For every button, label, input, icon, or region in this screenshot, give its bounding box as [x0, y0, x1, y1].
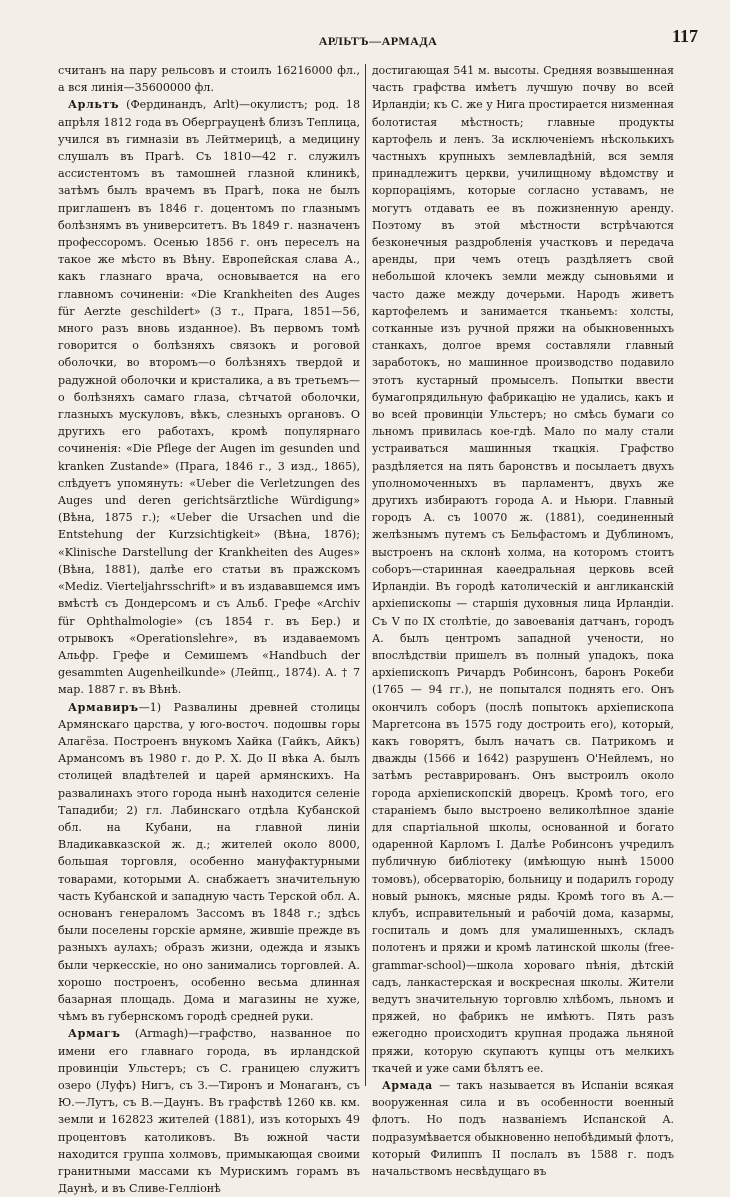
continuation-text: достигающая 541 м. высоты. Средняя возвышенная часть графства имѣетъ лучшую почву во всей Ирландіи; къ С. же у Нига простирается низменная болотистая мѣстность; главные продукты картофель и ленъ. За исключеніемъ нѣсколькихъ частныхъ крупныхъ землевладѣній, вся земля принадлежитъ церкви, училищному вѣдомству и корпораціямъ, которые согласно уставамъ, не могутъ отдавать ее въ пожизненную аренду. Поэтому въ этой мѣстности встрѣчаются безконечныя раздробленія участковъ и передача аренды, при чемъ отецъ раздѣляетъ свой небольшой клочекъ земли между сыновьями и часто даже между дочерьми. Народъ живетъ картофелемъ и занимается тканьемъ: холсты, сотканные изъ ручной пряжи на обыкновенныхъ станкахъ, долгое время составляли главный заработокъ, но машинное производство подавило этотъ кустарный промыселъ. Попытки ввести бумагопрядильную фабрикацію не удались, какъ и во всей провинціи Ульстеръ; но смѣсь бумаги со льномъ привилась кое-гдѣ. Мало по малу стали устраиваться машинныя ткацкія. Графство раздѣляется на пять баронствъ и посылаетъ двухъ уполномоченныхъ въ парламентъ, двухъ же другихъ избираютъ города А. и Ньюри. Главный городъ А. съ 10070 ж. (1881), соединенный желѣзнымъ путемъ съ Бельфастомъ и Дублиномъ, выстроенъ на склонѣ холма, на которомъ стоитъ соборъ—старинная каѳедральная церковь всей Ирландіи. Въ городѣ католическій и англиканскій архіепископы — старшія духовныя лица Ирландіи. Съ V по IX столѣтіе, до завоеванія датчанъ, городъ А. былъ центромъ западной учености, но впослѣдствіи пришелъ въ полный упадокъ, пока архіепископъ Ричардъ Робинсонъ, баронъ Рокеби (1765 — 94 гг.), не попытался поднять его. Онъ окончилъ соборъ (послѣ попытокъ архіепископа Маргетсона въ 1575 году достроить его), который, какъ говорятъ, былъ начатъ св. Патрикомъ и дважды (1566 и 1642) разрушенъ О'Нейлемъ, но затѣмъ реставрированъ. Онъ выстроилъ около города архіепископскій дворецъ. Кромѣ того, его стараніемъ было выстроено великолѣпное зданіе для спартіальной школы, основанной и богато одаренной Карломъ I. Далѣе Робинсонъ учредилъ публичную библіотеку (имѣющую нынѣ 15000 томовъ), обсерваторію, больницу и подарилъ городу новый рынокъ, мясные ряды. Кромѣ того въ А.—клубъ, исправительный и рабочій дома, казармы, госпиталь и домъ для умалишенныхъ, складъ полотенъ и пряжи и кромѣ латинской школы (free-grammar-school)—школа хороваго пѣнія, дѣтскій садъ, ланкастерская и воскресная школы. Жители ведутъ значительную торговлю хлѣбомъ, льномъ и пряжей, но фабрикъ не имѣютъ. Пять разъ ежегодно происходитъ крупная продажа льняной пряжи, которую скупаютъ купцы отъ мелкихъ ткачей и уже сами бѣлятъ ее.	[372, 64, 674, 1075]
entry-armada	[372, 1077, 674, 1180]
page-number: 117	[671, 26, 698, 46]
text-columns	[58, 62, 698, 1196]
entry-text: (Armagh)—графство, названное по имени его главнаго города, въ ирландской провинціи Ульстеръ; съ С. границею служитъ озеро (Луфъ) Нигъ, съ З.—Тиронъ и Монаганъ, съ Ю.—Лутъ, съ В.—Даунъ. Въ графствѣ 1260 кв. км. земли и 162823 жителей (1881), изъ которыхъ 49 процентовъ католиковъ. Въ южной части находится группа холмовъ, примыкающая своими гранитными массами къ Мурискимъ горамъ въ Даунѣ, и въ Сливе-Гелліонѣ	[58, 1027, 360, 1196]
right-column	[372, 62, 674, 1178]
headword: Армагъ	[68, 1027, 121, 1041]
left-column	[58, 62, 360, 1196]
entry-armavir	[58, 699, 360, 1026]
headword: Арльтъ	[68, 98, 120, 112]
entry-text: (Фердинандъ, Arlt)—окулистъ; род. 18 апрѣля 1812 года въ Оберграуценѣ близъ Теплица, учился въ гимназіи въ Лейтмерицѣ, а медицину слушалъ въ Прагѣ. Съ 1810—42 г. служилъ ассистентомъ въ тамошней глазной клиникѣ, затѣмъ былъ врачемъ въ Прагѣ, пока не былъ приглашенъ въ 1846 г. доцентомъ по глазнымъ болѣзнямъ въ университетъ. Въ 1849 г. назначенъ профессоромъ. Осенью 1856 г. онъ переселъ на такое же мѣсто въ Вѣну. Европейская слава А., какъ глазнаго врача, основывается на его главномъ сочиненіи: «Die Krankheiten des Auges für Aerzte geschildert» (3 т., Прага, 1851—56, много разъ вновь изданное). Въ первомъ томѣ говорится о болѣзняхъ связокъ и роговой оболочки, во второмъ—о болѣзняхъ твердой и радужной оболочки и кристалика, а въ третьемъ—о болѣзняхъ самаго глаза, сѣтчатой оболочки, глазныхъ мускуловъ, вѣкъ, слезныхъ органовъ. О другихъ его работахъ, кромѣ популярнаго сочиненія: «Die Pflege der Augen im gesunden und kranken Zustande» (Прага, 1846 г., 3 изд., 1865), слѣдуетъ упомянуть: «Ueber die Verletzungen des Auges und deren gerichtsärztliche Würdigung» (Вѣна, 1875 г.); «Ueber die Ursachen und die Entstehung der Kurzsichtigkeit» (Вѣна, 1876); «Klinische Darstellung der Krankheiten des Auges» (Вѣна, 1881), далѣе его статьи въ пражскомъ «Mediz. Vierteljahrsschrift» и въ издававшемся имъ вмѣстѣ съ Дондерсомъ и съ Альб. Грефе «Archiv für Ophthalmologie» (съ 1854 г. въ Бер.) и отрывокъ «Operationslehre», въ издаваемомъ Альфр. Грефе и Семишемъ «Handbuch der gesammten Augenheilkunde» (Лейпц., 1874). А. † 7 мар. 1887 г. въ Вѣнѣ.	[58, 98, 360, 697]
column-divider	[365, 64, 366, 1086]
entry-arlt	[58, 96, 360, 698]
continuation-text: считанъ на пару рельсовъ и стоилъ 16216000 фл., а вся линія—35600000 фл.	[58, 64, 360, 95]
entry-text: —1) Развалины древней столицы Армянскаго царства, у юго-восточ. подошвы горы Алагёза. Построенъ внукомъ Хайка (Гайкъ, Айкъ) Армансомъ въ 1980 г. до Р. Х. До II вѣка А. былъ столицей владѣтелей и царей армянскихъ. На развалинахъ этого города нынѣ находится селеніе Тападиби; 2) гл. Лабинскаго отдѣла Кубанской обл. на Кубани, на главной линіи Владикавказской ж. д.; жителей около 8000, большая торговля, особенно мануфактурными товарами, которыми А. снабжаетъ значительную часть Кубанской и западную часть Терской обл. А. основанъ генераломъ Зассомъ въ 1848 г.; здѣсь были поселены горскіе армяне, жившіе прежде въ разныхъ аулахъ; образъ жизни, одежда и языкъ были черкесскіе, но оно занимались торговлей. А. хорошо построенъ, особенно весьма длинная базарная площадь. Дома и магазины не хуже, чѣмъ въ губернскомъ городѣ средней руки.	[58, 700, 360, 1024]
page-header	[58, 26, 698, 52]
running-title: АРЛЬТЪ—АРМАДА	[318, 34, 438, 48]
headword: Армада	[382, 1078, 433, 1092]
headword: Армавиръ	[68, 700, 139, 714]
entry-text: — такъ называется въ Испаніи всякая вооруженная сила и въ особенности военный флотъ. Но подъ названіемъ Испанской А. подразумѣвается обыкновенно непобѣдимый флотъ, который Филиппъ II послалъ въ 1588 г. подъ начальствомъ несвѣдущаго въ	[372, 1078, 674, 1178]
entry-armagh	[58, 1025, 360, 1197]
